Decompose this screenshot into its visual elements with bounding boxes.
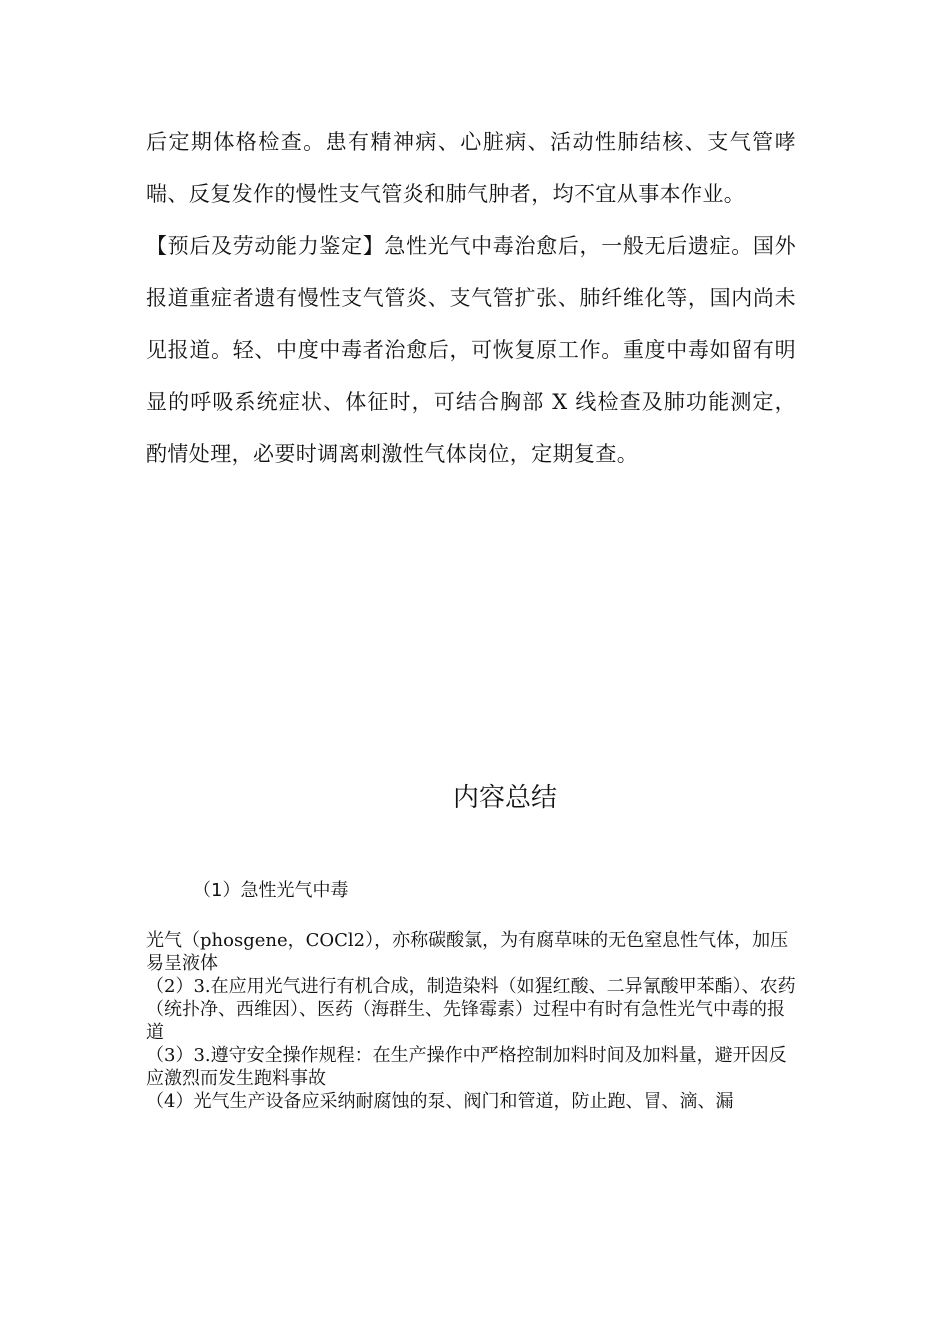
body-paragraph: 后定期体格检查。患有精神病、心脏病、活动性肺结核、支气管哮喘、反复发作的慢性支气管炎和肺气肿者，均不宜从事本作业。: [146, 130, 796, 206]
summary-list: [146, 929, 796, 1113]
summary-item: 光气（phosgene，COCl2），亦称碳酸氯，为有腐草味的无色窒息性气体，加压易呈液体: [146, 930, 789, 974]
summary-item: （2）3.在应用光气进行有机合成，制造染料（如猩红酸、二异氰酸甲苯酯）、农药（统扑净、西维因）、医药（海群生、先锋霉素）过程中有时有急性光气中毒的报道: [146, 976, 796, 1043]
body-text: [146, 116, 796, 480]
summary-item: （3）3.遵守安全操作规程：在生产操作中严格控制加料时间及加料量，避开因反应激烈而发生跑料事故: [146, 1045, 787, 1089]
summary-item: （4）光气生产设备应采纳耐腐蚀的泵、阀门和管道，防止跑、冒、滴、漏: [146, 1091, 734, 1112]
summary-subtitle: （1）急性光气中毒: [193, 880, 349, 901]
body-paragraph: 【预后及劳动能力鉴定】急性光气中毒治愈后，一般无后遗症。国外报道重症者遗有慢性支气管炎、支气管扩张、肺纤维化等，国内尚未见报道。轻、中度中毒者治愈后，可恢复原工作。重度中毒如留有明显的呼吸系统症状、体征时，可结合胸部 X 线检查及肺功能测定，酌情处理，必要时调离刺激性气体岗位，定期复查。: [146, 234, 796, 466]
summary-title: 内容总结: [452, 783, 557, 813]
